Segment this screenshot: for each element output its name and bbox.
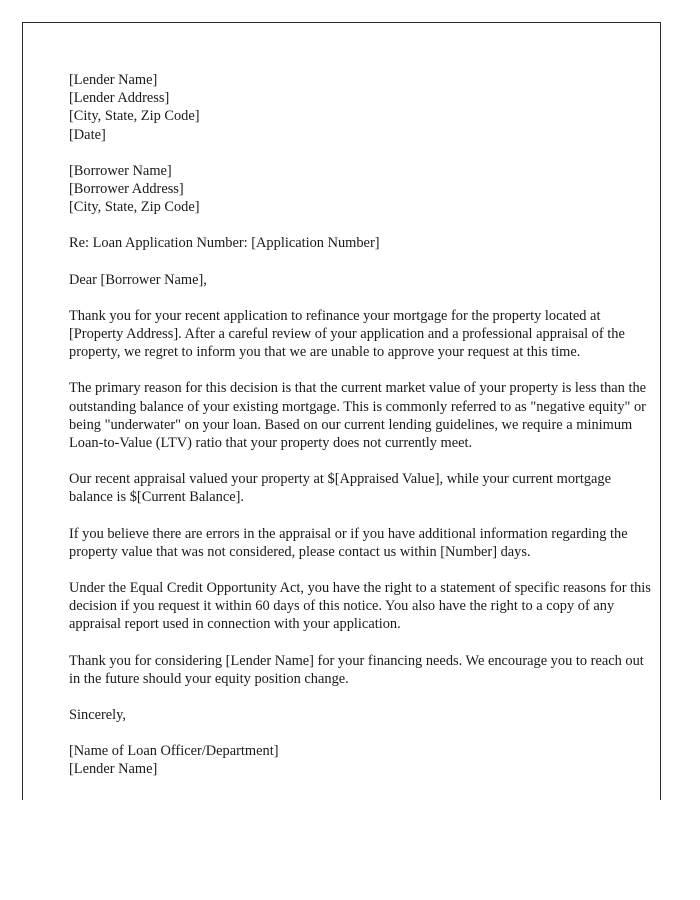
body-paragraph-4: If you believe there are errors in the appraisal or if you have additional information regarding the property value that was not considered, please contact us within [Number] days. bbox=[69, 525, 628, 560]
lender-address-block bbox=[69, 71, 653, 144]
body-paragraph-6: Thank you for considering [Lender Name] for your financing needs. We encourage you to reach out in the future should your equity position change. bbox=[69, 652, 644, 687]
borrower-name-line: [Borrower Name] bbox=[69, 162, 172, 179]
salutation: Dear [Borrower Name], bbox=[69, 271, 207, 288]
body-paragraph-1: Thank you for your recent application to refinance your mortgage for the property located at [Property Address]. After a careful review of your application and a professional appraisal of the property, we regret to inform you that we are unable to approve your request at this time. bbox=[69, 307, 625, 361]
lender-address-line: [Lender Address] bbox=[69, 90, 170, 107]
document-page bbox=[22, 22, 661, 800]
lender-name-line: [Lender Name] bbox=[69, 72, 158, 88]
body-paragraph-5: Under the Equal Credit Opportunity Act, you have the right to a statement of specific reasons for this decision if you request it within 60 days of this notice. You also have the right to a copy of any appraisal report used in connection with your application. bbox=[69, 580, 651, 633]
signer-lender-line: [Lender Name] bbox=[69, 761, 158, 778]
subject-line: Re: Loan Application Number: [Application Number] bbox=[69, 235, 380, 252]
signer-name-line: [Name of Loan Officer/Department] bbox=[69, 743, 279, 760]
body-paragraph-2: The primary reason for this decision is that the current market value of your property is less than the outstanding balance of your existing mortgage. This is commonly referred to as "negative equity" or being "underwater" on your loan. Based on our current lending guidelines, we require a minimum Loan-to-Value (LTV) ratio that your property does not currently meet. bbox=[69, 380, 647, 452]
borrower-address-line: [Borrower Address] bbox=[69, 181, 184, 198]
borrower-city-state-zip-line: [City, State, Zip Code] bbox=[69, 199, 200, 216]
closing-line: Sincerely, bbox=[69, 707, 127, 724]
signature-block bbox=[69, 742, 653, 778]
borrower-address-block bbox=[69, 162, 653, 217]
address-block-spacer bbox=[69, 144, 653, 162]
lender-city-state-zip-line: [City, State, Zip Code] bbox=[69, 108, 200, 125]
letter-content bbox=[69, 71, 653, 779]
body-paragraph-3: Our recent appraisal valued your property at $[Appraised Value], while your current mortgage balance is $[Current Balance]. bbox=[69, 471, 611, 506]
date-line: [Date] bbox=[69, 126, 106, 143]
